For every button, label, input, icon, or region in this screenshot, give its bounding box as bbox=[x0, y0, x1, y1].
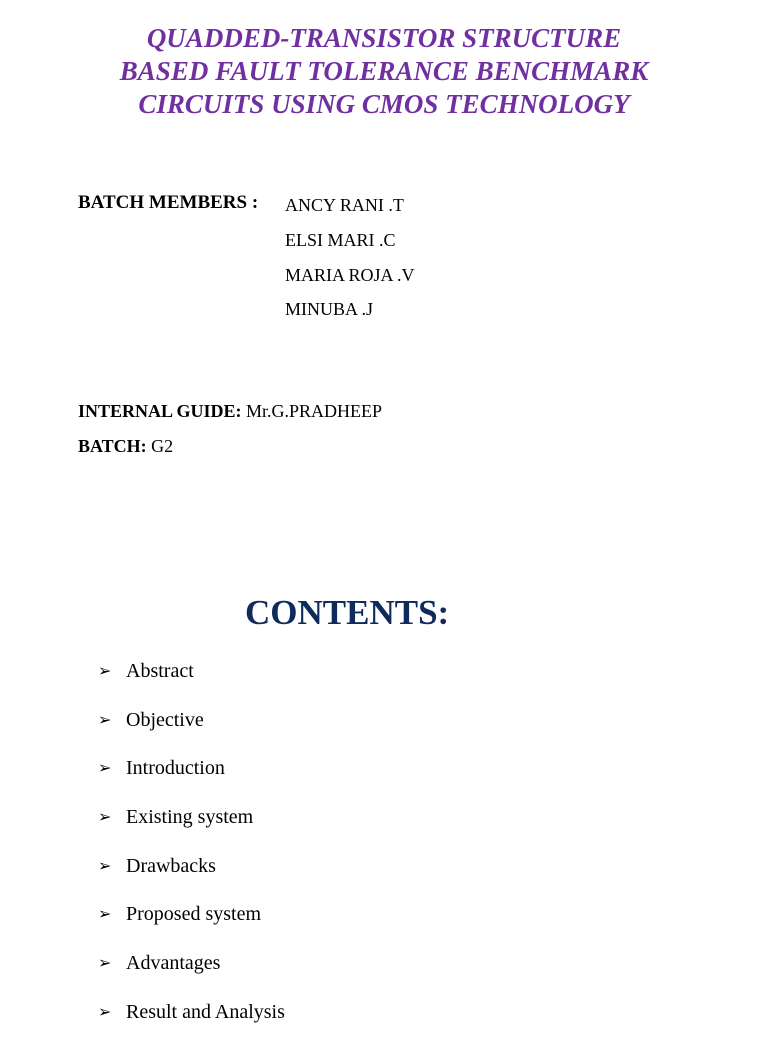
contents-item-label: Introduction bbox=[126, 757, 225, 780]
arrowhead-bullet-icon: ➢ bbox=[98, 1001, 112, 1021]
contents-item bbox=[98, 1001, 285, 1050]
contents-heading: CONTENTS: bbox=[245, 593, 450, 632]
contents-item bbox=[98, 709, 285, 758]
batch-value: G2 bbox=[151, 436, 174, 456]
contents-list bbox=[98, 660, 285, 1050]
arrowhead-bullet-icon: ➢ bbox=[98, 661, 112, 680]
title-line-1: QUADDED-TRANSISTOR STRUCTURE bbox=[146, 23, 622, 53]
contents-item-label: Advantages bbox=[126, 952, 221, 975]
contents-item-label: Abstract bbox=[126, 660, 194, 682]
member-name: MARIA ROJA .V bbox=[285, 265, 415, 285]
batch-line bbox=[78, 436, 173, 457]
internal-guide-label: INTERNAL GUIDE: bbox=[78, 401, 242, 421]
contents-item bbox=[98, 903, 285, 952]
arrowhead-bullet-icon: ➢ bbox=[98, 807, 112, 827]
contents-item-label: Objective bbox=[126, 708, 204, 731]
contents-item-label: Existing system bbox=[126, 806, 254, 829]
member-name: ELSI MARI .C bbox=[285, 230, 396, 250]
internal-guide-line bbox=[78, 401, 382, 422]
contents-item-label: Proposed system bbox=[126, 903, 261, 926]
arrowhead-bullet-icon: ➢ bbox=[98, 709, 112, 729]
document-title bbox=[0, 22, 768, 121]
internal-guide-value: Mr.G.PRADHEEP bbox=[246, 401, 383, 421]
contents-item-label: Result and Analysis bbox=[126, 1000, 285, 1023]
member-name: ANCY RANI .T bbox=[285, 195, 404, 215]
arrowhead-bullet-icon: ➢ bbox=[98, 758, 112, 778]
title-line-2: BASED FAULT TOLERANCE BENCHMARK bbox=[119, 56, 649, 86]
arrowhead-bullet-icon: ➢ bbox=[98, 953, 112, 973]
contents-item-label: Drawbacks bbox=[126, 854, 216, 877]
title-line-3: CIRCUITS USING CMOS TECHNOLOGY bbox=[138, 89, 630, 119]
contents-item bbox=[98, 757, 285, 806]
contents-item bbox=[98, 855, 285, 904]
batch-members-label: BATCH MEMBERS : bbox=[78, 192, 259, 213]
arrowhead-bullet-icon: ➢ bbox=[98, 855, 112, 875]
batch-label: BATCH: bbox=[78, 436, 147, 456]
member-name: MINUBA .J bbox=[285, 299, 374, 319]
contents-item bbox=[98, 806, 285, 855]
contents-item bbox=[98, 952, 285, 1001]
arrowhead-bullet-icon: ➢ bbox=[98, 904, 112, 924]
contents-item bbox=[98, 660, 285, 709]
